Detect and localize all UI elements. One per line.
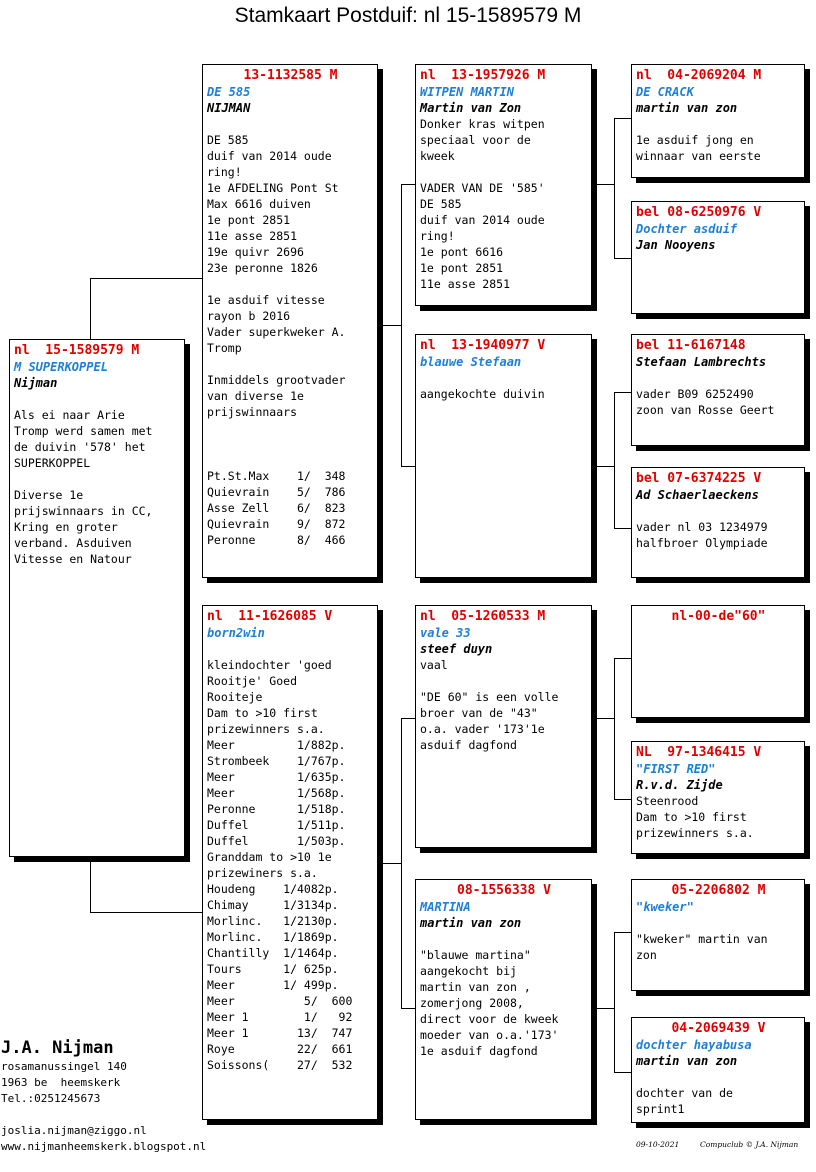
ring-number: nl 05-1260533 M [420,609,546,624]
connector-line [597,718,614,719]
connector-line [401,1008,416,1009]
connector-line [401,184,416,185]
owner-address-line2: 1963 be heemskerk [1,1076,121,1089]
breeder-name: Jan Nooyens [636,238,716,252]
ring-number: 04-2069439 V [671,1021,766,1036]
pedigree-card-sire-sire[interactable] [415,64,592,306]
pedigree-card-dss[interactable] [631,605,805,718]
pedigree-card-sire[interactable] [202,64,378,578]
breeder-name: martin van zon [636,101,738,115]
connector-line [614,258,632,259]
pigeon-notes: "blauwe martina" aangekocht bij martin van zon , zomerjong 2008, direct voor de kweek moeder van o.a.'173' 1e asduif dagfond [420,948,559,1058]
pigeon-notes: 1e asduif jong en winnaar van eerste [636,133,761,163]
ring-number: bel 08-6250976 V [636,205,762,220]
breeder-name: steef duyn [420,642,493,656]
connector-line [614,392,615,529]
connector-line [401,466,416,467]
breeder-name: R.v.d. Zijde [636,778,723,792]
connector-line [614,932,632,933]
connector-line [614,1072,632,1073]
pigeon-name: "kweker" [636,900,694,914]
pigeon-name: vale 33 [420,626,471,640]
pedigree-card-dam-dam[interactable] [415,879,592,1120]
pedigree-card-dsd[interactable] [631,741,805,854]
ring-number: nl 11-1626085 V [207,609,333,624]
pedigree-card-sss[interactable] [631,64,805,178]
pedigree-card-sire-dam[interactable] [415,334,592,578]
ring-number: nl 13-1940977 V [420,338,546,353]
connector-line [614,799,632,800]
breeder-name: NIJMAN [207,101,251,115]
connector-line [614,932,615,1073]
connector-line [90,278,203,279]
ring-number: bel 11-6167148 [636,338,746,353]
page-title: Stamkaart Postduif: nl 15-1589579 M [234,4,582,27]
pigeon-notes: "kweker" martin van zon [636,932,768,962]
connector-line [614,658,632,659]
ring-number: nl-00-de"60" [671,609,766,624]
connector-line [614,118,615,259]
connector-line [383,325,401,326]
pedigree-card-dam[interactable] [202,605,378,1120]
connector-line [597,466,614,467]
owner-name: J.A. Nijman [1,1038,114,1058]
ring-number: nl 04-2069204 M [636,68,762,83]
pedigree-card-ddd[interactable] [631,1017,805,1123]
ring-number: 13-1132585 M [243,68,338,83]
ring-number: 05-2206802 M [671,883,766,898]
pedigree-card-dam-sire[interactable] [415,605,592,848]
pigeon-notes: kleindochter 'goed Rooitje' Goed Rooiteje Dam to >10 first prizewinners s.a. Meer 1/882p. Strombeek 1/767p. Meer 1/635p. Meer 1/568p. Peronne 1/518p. Duffel 1/511p. Duffel 1/503p. Granddam to >10 1e prizewiners s.a. Houdeng 1/4082p. Chimay 1/3134p. Morlinc. 1/2130p. Morlinc. 1/1869p. Chantilly 1/1464p. Tours 1/ 625p. Meer 1/ 499p. Meer 5/ 600 Meer 1 1/ 92 Meer 1 13/ 747 Roye 22/ 661 Soissons( 27/ 532 [207,658,353,1072]
breeder-name: Stefaan Lambrechts [636,355,767,369]
ring-number: 08-1556338 V [457,883,551,898]
connector-line [401,718,416,719]
pigeon-name: M SUPERKOPPEL [14,360,108,374]
breeder-name: Ad Schaerlaeckens [636,488,759,502]
pigeon-name: MARTINA [420,900,471,914]
pigeon-name: "FIRST RED" [636,762,716,776]
owner-address-line1: rosamanussingel 140 [1,1060,127,1073]
connector-line [597,1008,614,1009]
software-credit: Compuclub © J.A. Nijman [700,1140,799,1149]
breeder-name: Nijman [14,376,58,390]
ring-number: nl 13-1957926 M [420,68,546,83]
pigeon-name: DE 585 [207,85,251,99]
connector-line [90,278,91,341]
pigeon-notes: dochter van de sprint1 [636,1086,733,1116]
pigeon-name: blauwe Stefaan [420,355,522,369]
pedigree-card-ssd[interactable] [631,201,805,314]
ring-number: NL 97-1346415 V [636,745,762,760]
owner-website[interactable]: www.nijmanheemskerk.blogspot.nl [1,1140,207,1153]
pigeon-notes: vader nl 03 1234979 halfbroer Olympiade [636,520,768,550]
print-date: 09-10-2021 [636,1140,680,1149]
ring-number: bel 07-6374225 V [636,471,762,486]
connector-line [90,912,203,913]
pedigree-card-dds[interactable] [631,879,805,991]
pigeon-notes: aangekochte duivin [420,387,545,401]
connector-line [614,528,632,529]
pigeon-notes: DE 585 duif van 2014 oude ring! 1e AFDELING Pont St Max 6616 duiven 1e pont 2851 11e asse 2851 19e quivr 2696 23e peronne 1826 1e asduif vitesse rayon b 2016 Vader superkweker A. Tromp Inmiddels grootvader van diverse 1e prijswinnaars Pt.St.Max 1/ 348 Quievrain 5/ 786 Asse Zell 6/ 823 Quievrain 9/ 872 Peronne 8/ 466 [207,133,346,547]
connector-line [90,857,91,913]
pedigree-card-sdd[interactable] [631,467,805,578]
pedigree-card-subject[interactable] [9,339,185,857]
pigeon-notes: Als ei naar Arie Tromp werd samen met de duivin '578' het SUPERKOPPEL Diverse 1e prijswinnaars in CC, Kring en groter verband. Asduiven Vitesse en Natour [14,408,153,566]
pigeon-name: Dochter asduif [636,222,738,236]
pedigree-card-sds[interactable] [631,334,805,446]
pigeon-notes: Steenrood Dam to >10 first prizewinners s.a. [636,794,754,840]
connector-line [401,718,402,1009]
pigeon-name: WITPEN MARTIN [420,85,514,99]
breeder-name: martin van zon [420,916,522,930]
pigeon-name: born2win [207,626,265,640]
owner-email[interactable]: joslia.nijman@ziggo.nl [1,1124,147,1137]
breeder-name: martin van zon [636,1054,738,1068]
pigeon-notes: vaal "DE 60" is een volle broer van de "43" o.a. vader '173'1e asduif dagfond [420,658,559,752]
connector-line [597,184,614,185]
connector-line [383,863,401,864]
owner-phone: Tel.:0251245673 [1,1092,101,1105]
connector-line [614,118,632,119]
ring-number: nl 15-1589579 M [14,343,140,358]
connector-line [614,392,632,393]
pigeon-notes: Donker kras witpen speciaal voor de kweek VADER VAN DE '585' DE 585 duif van 2014 oude ring! 1e pont 6616 1e pont 2851 11e asse 2851 [420,117,545,291]
connector-line [614,658,615,800]
breeder-name: Martin van Zon [420,101,522,115]
connector-line [401,184,402,466]
pigeon-name: dochter hayabusa [636,1038,752,1052]
pigeon-notes: vader B09 6252490 zoon van Rosse Geert [636,387,775,417]
pigeon-name: DE CRACK [636,85,694,99]
